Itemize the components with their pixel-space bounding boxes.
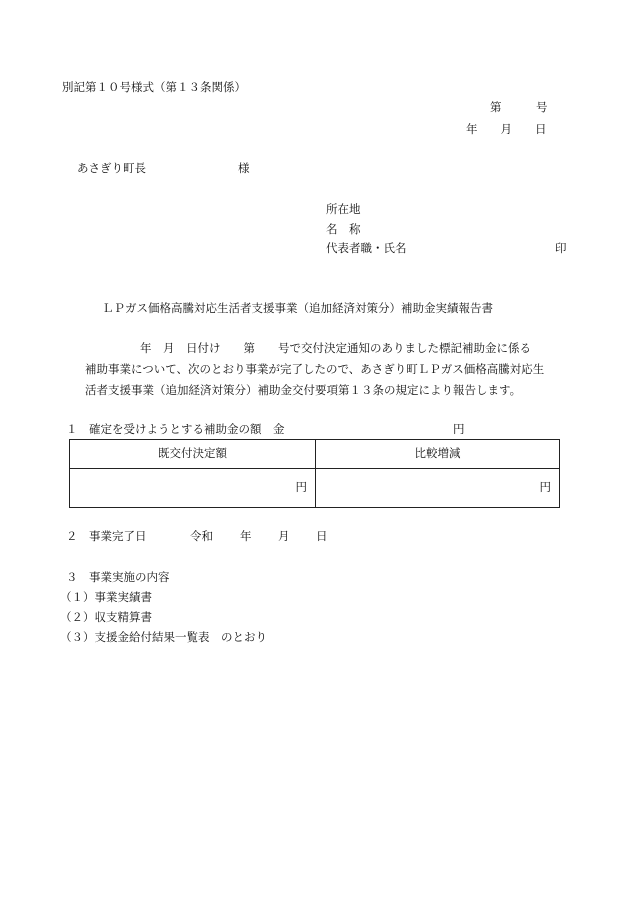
completion-era: 令和	[190, 529, 213, 543]
completion-year: 年	[240, 529, 252, 543]
section1-unit: 円	[453, 422, 465, 436]
body-paragraph	[85, 338, 577, 401]
section2-label: ２ 事業完了日	[66, 529, 147, 543]
body-line-3: 活者支援事業（追加経済対策分）補助金交付要項第１３条の規定により報告します。	[85, 383, 522, 397]
table-row	[70, 469, 560, 508]
header-comparison: 比較増減	[316, 440, 560, 469]
addressee: あさぎり町長	[77, 161, 146, 175]
completion-month: 月	[278, 529, 290, 543]
section3-item-3: （３）支援金給付結果一覧表 のとおり	[60, 630, 267, 644]
address-label: 所在地	[326, 202, 361, 216]
section3-item-2: （２）収支精算書	[60, 610, 152, 624]
section3-item-1: （１）事業実績書	[60, 590, 152, 604]
date-line: 年 月 日	[466, 122, 547, 136]
cell-already-decided: 円	[70, 469, 316, 508]
header-already-decided: 既交付決定額	[70, 440, 316, 469]
section1-label: １ 確定を受けようとする補助金の額 金	[66, 422, 285, 436]
completion-day: 日	[316, 529, 328, 543]
document-title: ＬＰガス価格高騰対応生活者支援事業（追加経済対策分）補助金実績報告書	[102, 301, 493, 315]
document-number: 第 号	[490, 100, 548, 114]
cell-comparison: 円	[316, 469, 560, 508]
seal-mark: 印	[555, 241, 567, 255]
body-line-2: 補助事業について、次のとおり事業が完了したので、あさぎり町ＬＰガス価格高騰対応生	[85, 362, 545, 376]
representative-label: 代表者職・氏名	[326, 241, 407, 255]
body-line-1: 年 月 日付け 第 号で交付決定通知のありました標記補助金に係る	[140, 341, 531, 355]
amount-table	[69, 439, 560, 508]
form-label: 別記第１０号様式（第１３条関係）	[62, 80, 246, 94]
name-label: 名 称	[326, 222, 361, 236]
section3-label: ３ 事業実施の内容	[66, 570, 170, 584]
addressee-honorific: 様	[238, 161, 250, 175]
